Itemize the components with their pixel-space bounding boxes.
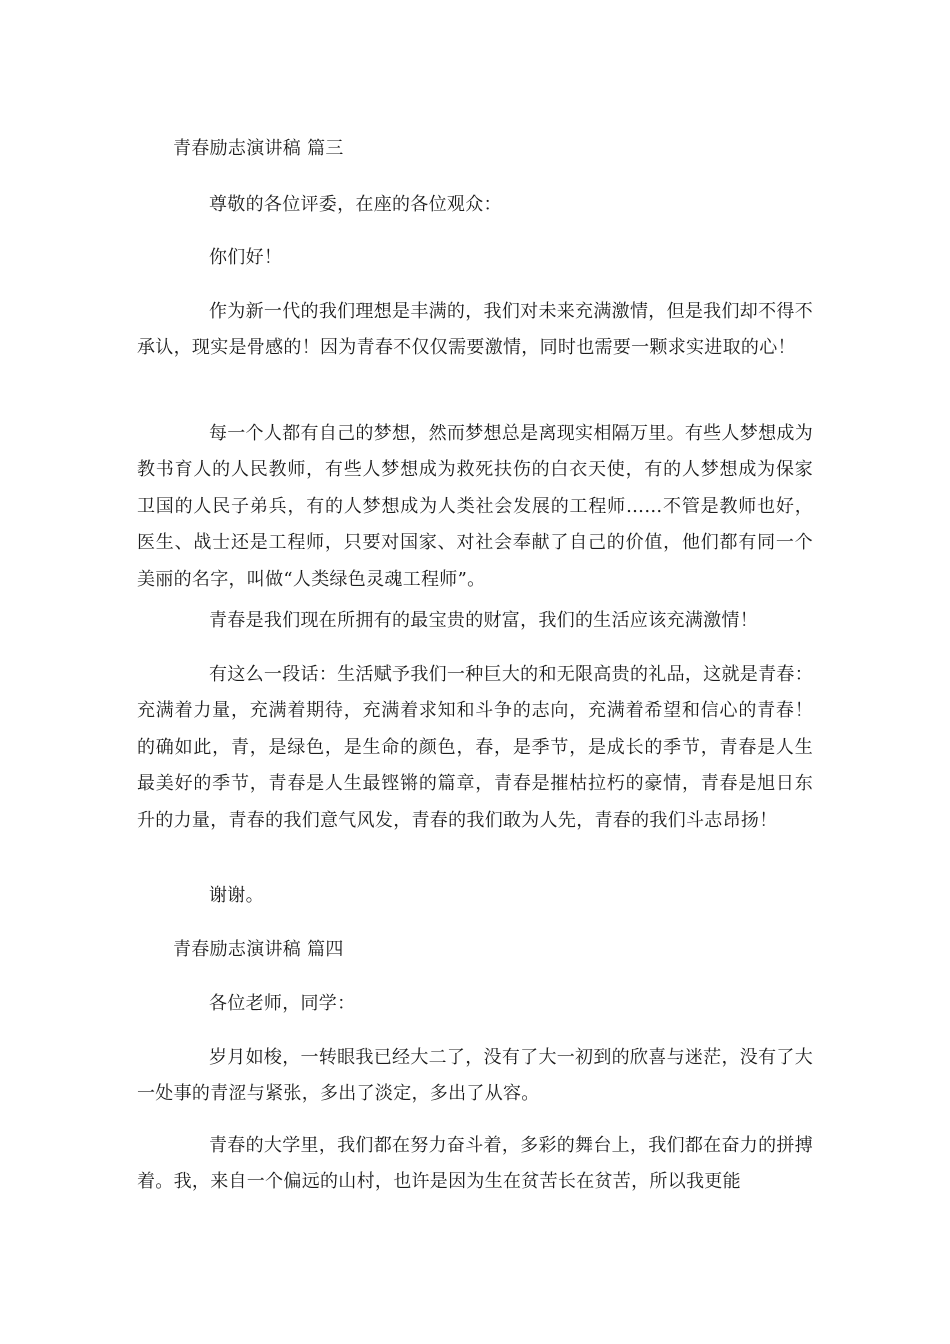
closing: 谢谢。 (209, 885, 264, 906)
salutation: 各位老师，同学： (209, 993, 356, 1014)
paragraph: 每一个人都有自己的梦想，然而梦想总是离现实相隔万里。有些人梦想成为教书育人的人民教师，有些人梦想成为救死扶伤的白衣天使，有的人梦想成为保家卫国的人民子弟兵，有的人梦想成为人类社会发展的工程师……不管是教师也好，医生、战士还是工程师，只要对国家、对社会奉献了自己的价值，他们都有同一个美丽的名字，叫做“人类绿色灵魂工程师”。 (137, 423, 813, 590)
greeting: 你们好！ (209, 247, 283, 268)
paragraph: 岁月如梭，一转眼我已经大二了，没有了大一初到的欣喜与迷茫，没有了大一处事的青涩与紧张，多出了淡定，多出了从容。 (137, 1047, 813, 1105)
paragraph: 有这么一段话：生活赋予我们一种巨大的和无限高贵的礼品，这就是青春：充满着力量，充满着期待，充满着求知和斗争的志向，充满着希望和信心的青春！的确如此，青，是绿色，是生命的颜色，春，是季节，是成长的季节，青春是人生最美好的季节，青春是人生最铿锵的篇章，青春是摧枯拉朽的豪情，青春是旭日东升的力量，青春的我们意气风发，青春的我们敢为人先，青春的我们斗志昂扬！ (137, 664, 813, 831)
section-heading-4: 青春励志演讲稿 篇四 (173, 939, 344, 960)
section-heading-3: 青春励志演讲稿 篇三 (173, 138, 344, 159)
salutation: 尊敬的各位评委，在座的各位观众： (209, 194, 502, 215)
paragraph: 作为新一代的我们理想是丰满的，我们对未来充满激情，但是我们却不得不承认，现实是骨感的！因为青春不仅仅需要激情，同时也需要一颗求实进取的心！ (137, 301, 813, 359)
paragraph: 青春的大学里，我们都在努力奋斗着，多彩的舞台上，我们都在奋力的拼搏着。我，来自一个偏远的山村，也许是因为生在贫苦长在贫苦，所以我更能 (137, 1135, 813, 1193)
paragraph: 青春是我们现在所拥有的最宝贵的财富，我们的生活应该充满激情！ (209, 610, 758, 631)
